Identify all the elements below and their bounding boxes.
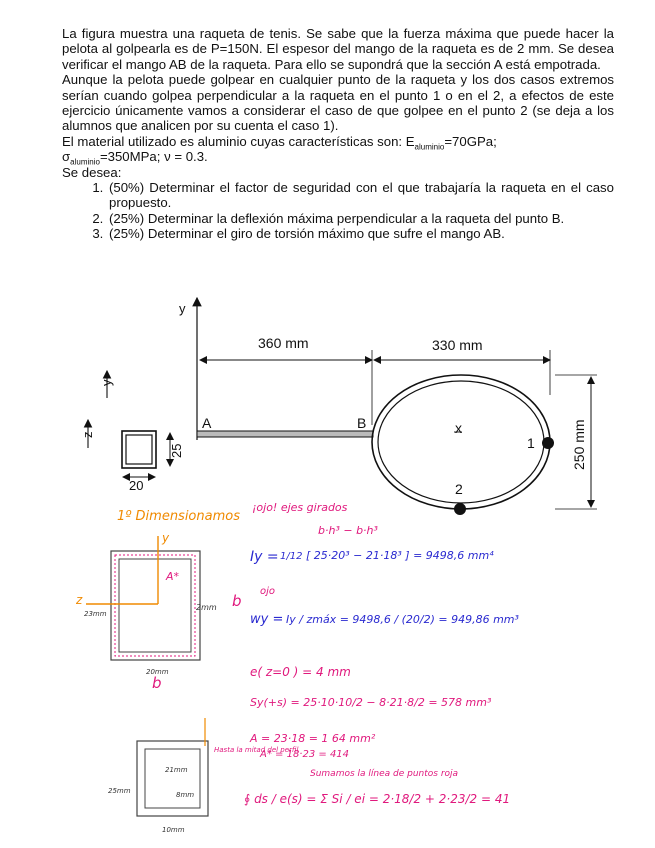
hw-sketch1-y: y: [162, 531, 170, 545]
hw-sketch1-2mm: 2mm: [196, 603, 217, 612]
section-y-label: y: [99, 379, 114, 386]
hw-e-line: e( z=0 ) = 4 mm: [250, 665, 351, 679]
x-axis-label: x: [455, 420, 462, 436]
hw-wy-label: wy =: [250, 612, 284, 627]
handwritten-notes: [75, 501, 520, 834]
point-1-label: 1: [527, 435, 535, 451]
handle-cross-section: [80, 371, 184, 493]
hw-sketch1-20mm: 20mm: [146, 668, 169, 676]
dimension-handle-label: 360 mm: [258, 335, 309, 351]
point-b-label: B: [357, 415, 367, 431]
hw-sketch1-23mm: 23mm: [84, 610, 107, 618]
hw-sumamos-note: Sumamos la línea de puntos roja: [310, 769, 459, 779]
hw-iy-fraction: 1/12: [280, 551, 303, 562]
dimension-handle: [200, 335, 372, 425]
hw-ojo: ojo: [260, 586, 276, 597]
racket-handle: [197, 415, 373, 437]
hw-sketch1-astar: A*: [166, 570, 180, 583]
hw-hasta-note: Hasta la mitad del perfil: [214, 746, 299, 754]
hw-sketch2-8mm: 8mm: [176, 791, 195, 799]
y-axis-label: y: [179, 301, 186, 316]
paragraph-intro: La figura muestra una raqueta de tenis. Se sabe que la fuerza máxima que puede hacer la pelota al golpearla es de P=150N. El espesor del mango de la raqueta es de 2 mm. Se desea verificar el mango AB de la raqueta. Para ello se supondrá que la sección A está empotrada.: [62, 26, 614, 72]
y-axis: [179, 298, 197, 440]
point-2-label: 2: [455, 481, 463, 497]
hw-sketch2-10mm: 10mm: [162, 826, 185, 834]
hw-integral-line: ∮ ds / e(s) = Σ Si / ei = 2·18/2 + 2·23/2 = 41: [244, 792, 511, 806]
dimension-head-label: 330 mm: [432, 337, 483, 353]
dimension-height-label: 250 mm: [571, 419, 587, 470]
paragraph-cases: Aunque la pelota puede golpear en cualquier punto de la raqueta y los dos casos extremos serían cuando golpea perpendicular a la raqueta en el punto 1 o en el 2, a efectos de este ejercicio únicamente vamos a considerar el caso de que golpee en el punto 2 (se deja a los alumnos que analicen por su cuenta el caso 1).: [62, 72, 614, 134]
hw-formula-top: b·h³ − b·h³: [318, 524, 378, 537]
hw-sketch1-b-right: b: [232, 592, 242, 610]
se-desea: Se desea:: [62, 164, 122, 180]
hw-heading: 1º Dimensionamos: [117, 509, 240, 524]
impact-point-1: [542, 437, 554, 449]
hw-iy-label: Iy =: [250, 549, 279, 565]
hw-astar-line: A* = 18·23 = 414: [260, 749, 350, 760]
hw-sketch1-b-bottom: b: [152, 674, 162, 692]
dimension-height: [555, 375, 597, 509]
racket-head: [372, 375, 554, 515]
dimension-head: [374, 337, 550, 395]
hw-sketch2-21mm: 21mm: [165, 766, 188, 774]
sub-aluminio-sigma: aluminio: [70, 157, 100, 167]
hw-sy-line: Sy(+s) = 25·10·10/2 − 8·21·8/2 = 578 mm³: [250, 696, 492, 709]
point-a-label: A: [202, 415, 212, 431]
task-item: 2. (25%) Determinar la deflexión máxima perpendicular a la raqueta del punto B.: [107, 211, 614, 226]
hw-section-sketch-1: [75, 531, 242, 692]
hw-section-sketch-2: [108, 718, 208, 834]
hw-sketch1-z: z: [76, 593, 83, 607]
hw-sketch2-25mm: 25mm: [108, 787, 131, 795]
e-value: =70GPa;: [444, 133, 497, 149]
section-z-label: z: [80, 431, 95, 438]
hw-area-line: A = 23·18 = 1 64 mm²: [250, 732, 376, 745]
sigma-value: =350MPa;: [99, 149, 161, 165]
hw-wy-expr: Iy / zmáx = 9498,6 / (20/2) = 949,86 mm³: [286, 613, 519, 626]
impact-point-2: [454, 503, 466, 515]
section-height-label: 25: [169, 443, 184, 458]
sub-aluminio-e: aluminio: [414, 142, 445, 152]
sigma-symbol: σ: [62, 149, 71, 165]
task-item: 3. (25%) Determinar el giro de torsión máximo que sufre el mango AB.: [107, 226, 614, 241]
material-intro: El material utilizado es aluminio cuyas características son: E: [62, 133, 415, 149]
hw-iy-expr: [ 25·20³ − 21·18³ ] = 9498,6 mm⁴: [306, 549, 494, 562]
section-width-label: 20: [129, 478, 144, 493]
task-item: 1. (50%) Determinar el factor de seguridad con el que trabajaría la raqueta en el caso propuesto.: [107, 180, 614, 211]
poisson-ratio: ν = 0.3.: [164, 149, 208, 165]
hw-ojo-note: ¡ojo! ejes girados: [252, 501, 348, 514]
